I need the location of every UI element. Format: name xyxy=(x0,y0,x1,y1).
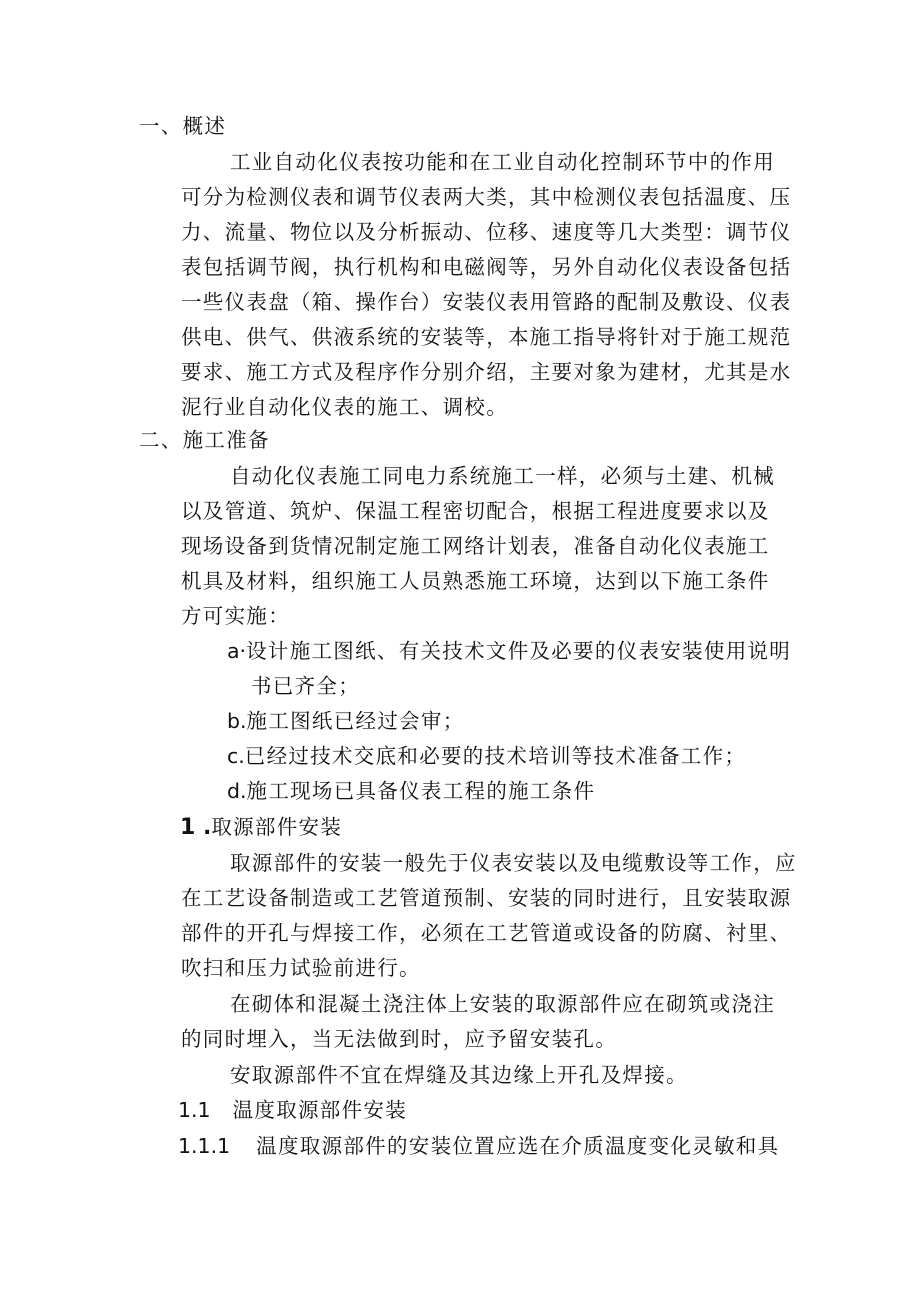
list-marker: c. xyxy=(227,744,245,768)
paragraph-line: 现场设备到货情况制定施工网络计划表，准备自动化仪表施工 xyxy=(181,534,770,558)
condition-item-a xyxy=(227,638,791,664)
list-item-text: 已经过技术交底和必要的技术培训等技术准备工作； xyxy=(244,744,747,768)
condition-item-a-continuation: 书已齐全； xyxy=(251,674,360,698)
subsection-title: 温度取源部件安装 xyxy=(232,1098,408,1122)
paragraph-line: 以及管道、筑炉、保温工程密切配合，根据工程进度要求以及 xyxy=(181,499,770,523)
subsection-number: 1.1 xyxy=(178,1098,211,1122)
condition-item-d xyxy=(227,778,595,804)
section-heading-source-parts xyxy=(180,814,342,841)
condition-item-b xyxy=(227,708,465,734)
paragraph-line: 在工艺设备制造或工艺管道预制、安装的同时进行，且安装取源 xyxy=(181,886,792,910)
item-number: 1.1.1 xyxy=(178,1134,231,1158)
subsection-heading xyxy=(178,1097,407,1123)
paragraph-line: 取源部件的安装一般先于仪表安装以及电缆敷设等工作，应 xyxy=(230,851,797,875)
subsection-item xyxy=(178,1133,779,1159)
paragraph-line: 要求、施工方式及程序作分别介绍，主要对象为建材，尤其是水 xyxy=(181,360,792,384)
condition-item-c xyxy=(227,743,746,769)
paragraph-line: 吹扫和压力试验前进行。 xyxy=(181,956,421,980)
paragraph-line: 自动化仪表施工同电力系统施工一样，必须与土建、机械 xyxy=(230,464,775,488)
list-item-text: 施工图纸已经过会审； xyxy=(246,709,465,733)
section-title: 取源部件安装 xyxy=(211,815,343,839)
paragraph-line: 部件的开孔与焊接工作，必须在工艺管道或设备的防腐、衬里、 xyxy=(181,921,792,945)
section-number: 1 . xyxy=(180,815,212,840)
section-heading-preparation: 二、施工准备 xyxy=(139,428,270,452)
paragraph-line: 在砌体和混凝土浇注体上安装的取源部件应在砌筑或浇注 xyxy=(230,992,775,1016)
list-marker: d. xyxy=(227,779,247,803)
paragraph-line: 安取源部件不宜在焊缝及其边缘上开孔及焊接。 xyxy=(230,1063,688,1087)
section-heading-overview: 一、概述 xyxy=(139,114,227,138)
paragraph-line: 可分为检测仪表和调节仪表两大类，其中检测仪表包括温度、压 xyxy=(181,185,792,209)
paragraph-line: 力、流量、物位以及分析振动、位移、速度等几大类型：调节仪 xyxy=(181,220,792,244)
paragraph-line: 机具及材料，组织施工人员熟悉施工环境，达到以下施工条件 xyxy=(181,569,770,593)
paragraph-line: 一些仪表盘（箱、操作台）安装仪表用管路的配制及敷设、仪表 xyxy=(181,290,792,314)
paragraph-line: 的同时埋入，当无法做到时，应予留安装孔。 xyxy=(181,1027,617,1051)
paragraph-line: 方可实施： xyxy=(181,604,290,628)
paragraph-line: 泥行业自动化仪表的施工、调校。 xyxy=(181,395,508,419)
list-item-text: 设计施工图纸、有关技术文件及必要的仪表安装使用说明 xyxy=(246,639,792,663)
list-item-text: 施工现场已具备仪表工程的施工条件 xyxy=(246,779,596,803)
paragraph-line: 工业自动化仪表按功能和在工业自动化控制环节中的作用 xyxy=(230,150,775,174)
list-marker: b. xyxy=(227,709,247,733)
list-marker: a· xyxy=(227,639,247,663)
paragraph-line: 表包括调节阀，执行机构和电磁阀等，另外自动化仪表设备包括 xyxy=(181,255,792,279)
item-text: 温度取源部件的安装位置应选在介质温度变化灵敏和具 xyxy=(256,1134,780,1158)
paragraph-line: 供电、供气、供液系统的安装等，本施工指导将针对于施工规范 xyxy=(181,325,792,349)
